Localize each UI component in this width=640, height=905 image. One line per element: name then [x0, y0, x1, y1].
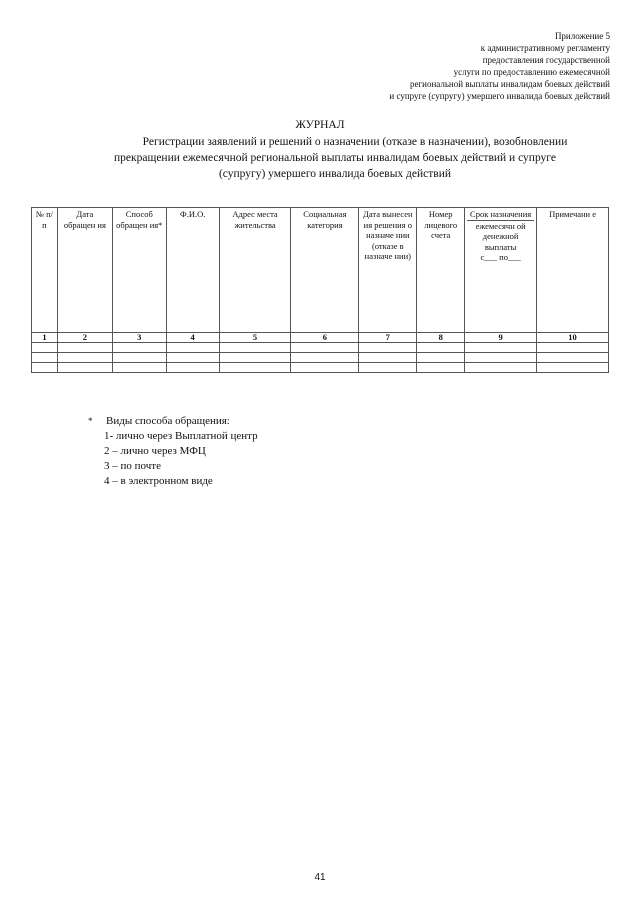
empty-cell: [32, 353, 58, 363]
empty-cell: [219, 363, 291, 373]
column-number: 2: [57, 333, 112, 343]
header-cell-date: Дата обращен ия: [57, 208, 112, 333]
empty-cell: [417, 353, 465, 363]
empty-cell: [57, 343, 112, 353]
empty-cell: [166, 353, 219, 363]
empty-cell: [359, 353, 417, 363]
appendix-line: услуги по предоставлению ежемесячной: [453, 67, 610, 77]
appendix-line: предоставления государственной: [482, 55, 610, 65]
appendix-line: региональной выплаты инвалидам боевых действий: [409, 79, 610, 89]
appendix-line: и супруге (супругу) умершего инвалида боевых действий: [389, 91, 610, 101]
footnote-heading-line: [88, 414, 258, 429]
empty-cell: [166, 363, 219, 373]
footnote-block: [88, 414, 258, 489]
journal-subtitle: [60, 134, 610, 182]
column-number: 7: [359, 333, 417, 343]
empty-cell: [166, 343, 219, 353]
header-cell-category: Социальная категория: [291, 208, 359, 333]
empty-cell: [537, 363, 609, 373]
empty-cell: [32, 343, 58, 353]
subtitle-line: Регистрации заявлений и решений о назначении (отказе в назначении), возобновлении: [142, 136, 568, 148]
header-cell-term: [465, 208, 537, 333]
empty-cell: [112, 353, 166, 363]
footnote-heading: Виды способа обращения:: [106, 415, 230, 427]
empty-cell: [465, 343, 537, 353]
empty-cell: [112, 343, 166, 353]
empty-cell: [57, 353, 112, 363]
empty-cell: [112, 363, 166, 373]
column-number: 10: [537, 333, 609, 343]
column-number-row: [32, 333, 609, 343]
column-number: 8: [417, 333, 465, 343]
empty-cell: [32, 363, 58, 373]
registration-table: [31, 207, 609, 373]
table-row: [32, 363, 609, 373]
empty-cell: [359, 343, 417, 353]
empty-cell: [291, 343, 359, 353]
empty-cell: [57, 363, 112, 373]
column-number: 9: [465, 333, 537, 343]
column-number: 3: [112, 333, 166, 343]
empty-cell: [465, 353, 537, 363]
list-item: 3 – по почте: [104, 460, 161, 472]
table-header-row: [32, 208, 609, 333]
table-row: [32, 343, 609, 353]
empty-cell: [291, 353, 359, 363]
appendix-line: Приложение 5: [554, 31, 610, 41]
header-cell-account: Номер лицевого счета: [417, 208, 465, 333]
header-cell-method: Способ обращен ия*: [112, 208, 166, 333]
list-item: 1- лично через Выплатной центр: [104, 430, 258, 442]
header-cell-address: Адрес места жительства: [219, 208, 291, 333]
term-heading: Срок назначения: [467, 209, 534, 221]
page-number: 41: [314, 872, 326, 883]
empty-cell: [465, 363, 537, 373]
empty-cell: [417, 363, 465, 373]
header-cell-notes: Примечани е: [537, 208, 609, 333]
empty-cell: [417, 343, 465, 353]
empty-cell: [359, 363, 417, 373]
footnote-asterisk: *: [88, 416, 93, 426]
column-number: 6: [291, 333, 359, 343]
list-item: 2 – лично через МФЦ: [104, 445, 206, 457]
column-number: 1: [32, 333, 58, 343]
list-item: 4 – в электронном виде: [104, 475, 213, 487]
empty-cell: [537, 353, 609, 363]
term-range: с___ по___: [480, 252, 521, 262]
journal-title: ЖУРНАЛ: [295, 119, 345, 131]
column-number: 4: [166, 333, 219, 343]
appendix-header: [280, 30, 610, 102]
subtitle-line: (супругу) умершего инвалида боевых действий: [218, 168, 452, 180]
method-list: [88, 429, 258, 489]
column-number: 5: [219, 333, 291, 343]
empty-cell: [219, 353, 291, 363]
header-cell-number: № п/п: [32, 208, 58, 333]
subtitle-line: прекращении ежемесячной региональной выплаты инвалидам боевых действий и супруге: [114, 152, 556, 164]
empty-cell: [219, 343, 291, 353]
header-cell-fio: Ф.И.О.: [166, 208, 219, 333]
term-subheading: ежемесячн ой денежной выплаты: [475, 220, 526, 252]
header-cell-decision-date: Дата вынесен ия решения о назначе нии (отказе в назначе нии): [359, 208, 417, 333]
empty-cell: [537, 343, 609, 353]
empty-cell: [291, 363, 359, 373]
appendix-line: к административному регламенту: [480, 43, 610, 53]
table-row: [32, 353, 609, 363]
